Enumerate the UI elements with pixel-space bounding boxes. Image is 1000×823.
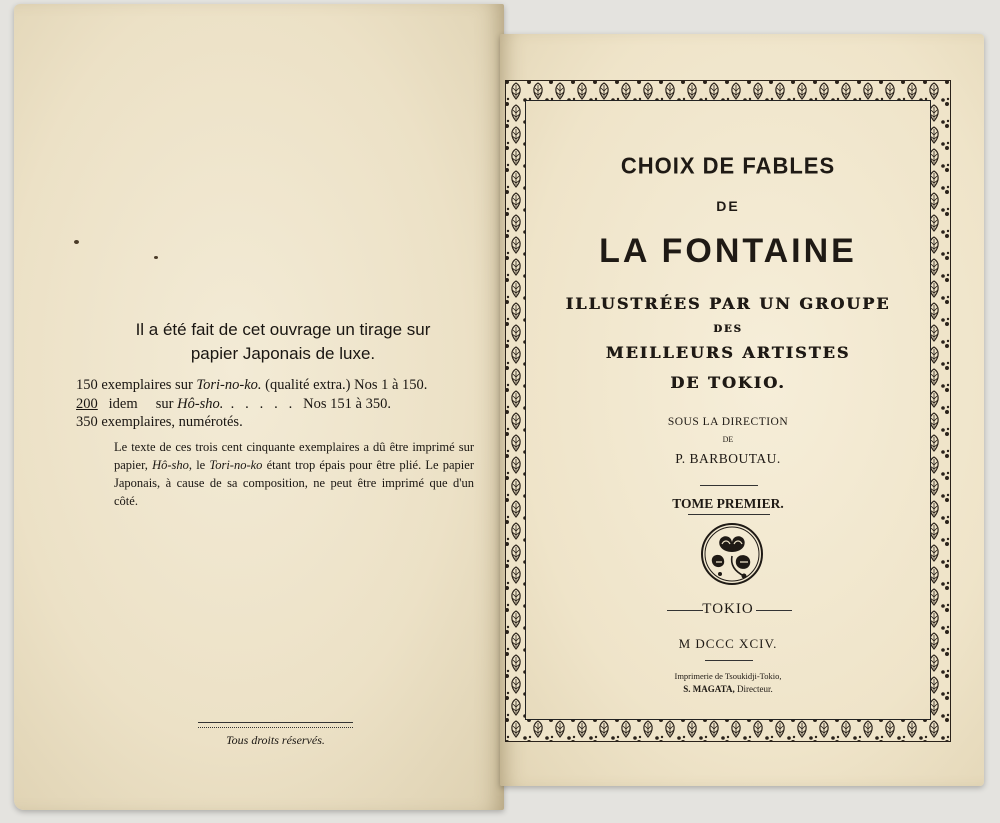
- limitation-heading-line2: papier Japonais de luxe.: [190, 344, 376, 363]
- paragraph-text: , le: [188, 458, 210, 472]
- rights-reserved: Tous droits réservés.: [226, 733, 325, 747]
- direction-label: SOUS LA DIRECTION: [667, 416, 789, 428]
- divider-rule: [705, 660, 753, 661]
- paper-name: Hô-sho: [152, 458, 189, 472]
- ornament-line-right: [756, 610, 792, 611]
- editor-name: P. BARBOUTAU.: [675, 451, 781, 466]
- copies-count: 200: [76, 396, 98, 412]
- subtitle-des: DES: [713, 324, 743, 335]
- printer-line: Imprimerie de Tsoukidji-Tokio,: [674, 671, 782, 681]
- publication-year: M DCCC XCIV.: [678, 636, 778, 651]
- inner-frame-rule: [525, 100, 931, 720]
- volume-label: TOME PREMIER.: [672, 496, 784, 511]
- foxing-spot: [74, 240, 79, 244]
- title-de: DE: [716, 198, 740, 214]
- limitation-heading-line1: Il a été fait de cet ouvrage un tirage sur: [135, 320, 431, 339]
- copies-text: exemplaires, numérotés.: [97, 414, 243, 430]
- paper-name: Tori-no-ko: [209, 458, 263, 472]
- rights-divider: [198, 722, 353, 728]
- copies-numbers: Nos 1 à 150.: [354, 377, 428, 393]
- paragraph-text: Le texte de ces trois cent cinquante exemplaires a dû être imprimé sur papier,: [114, 440, 474, 472]
- foxing-spot: [154, 256, 158, 259]
- paulownia-crest-icon: [700, 522, 764, 586]
- paper-name: Tori-no-ko.: [196, 377, 262, 393]
- director-line: [525, 684, 931, 694]
- title-la-fontaine: LA FONTAINE: [599, 232, 857, 270]
- copies-text: . . . . .: [223, 396, 304, 412]
- copies-text: exemplaires sur: [97, 377, 197, 393]
- subtitle-meilleurs-artistes: MEILLEURS ARTISTES: [605, 343, 851, 362]
- city-tokio: TOKIO: [702, 601, 754, 617]
- copies-count: 150: [76, 377, 98, 393]
- copies-line-3: [76, 413, 476, 432]
- copies-line-1: [76, 376, 476, 395]
- copies-text: (qualité extra.): [261, 377, 355, 393]
- divider-rule: [688, 514, 770, 515]
- paragraph-text: étant trop épais pour être plié. Le papier Japonais, à cause de sa composition, ne peut être imprimé que d'un côté.: [114, 458, 474, 508]
- copies-text: idem sur: [97, 396, 178, 412]
- director-title: Directeur.: [734, 684, 773, 694]
- copies-line-2: [76, 395, 476, 414]
- divider-rule: [700, 485, 758, 486]
- paper-name: Hô-sho.: [177, 396, 224, 412]
- director-name: S. MAGATA,: [683, 684, 735, 694]
- limitation-heading: [98, 318, 468, 366]
- paper-explanation-paragraph: [114, 438, 474, 510]
- subtitle-illustrees: ILLUSTRÉES PAR UN GROUPE: [565, 294, 891, 313]
- copies-numbers: Nos 151 à 350.: [303, 396, 391, 412]
- title-choix-de-fables: CHOIX DE FABLES: [620, 152, 836, 179]
- subtitle-de-tokio: DE TOKIO.: [670, 373, 786, 392]
- copies-count: 350: [76, 414, 98, 430]
- direction-de: DE: [722, 435, 734, 444]
